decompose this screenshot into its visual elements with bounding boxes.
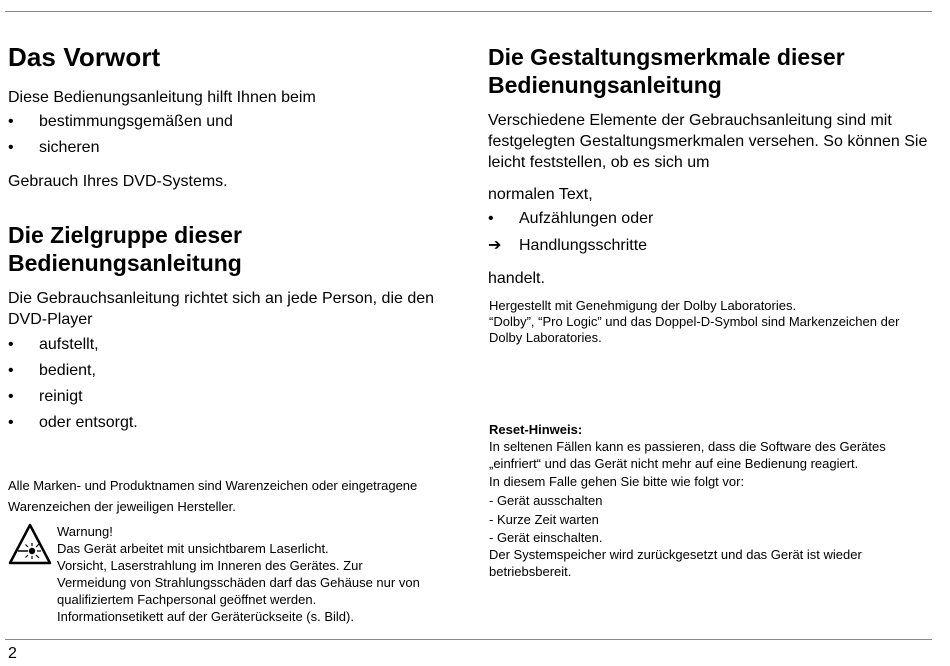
vorwort-end: Gebrauch Ihres DVD-Systems. — [8, 173, 228, 190]
bullet-icon: • — [8, 388, 14, 405]
bottom-rule — [5, 639, 932, 640]
list-item: • reinigt — [8, 384, 138, 410]
dolby-line: Hergestellt mit Genehmigung der Dolby Laboratories. — [489, 298, 797, 313]
bullet-icon: • — [488, 210, 494, 227]
reset-line: - Gerät ausschalten — [489, 493, 603, 508]
vorwort-bullet-list — [8, 109, 233, 161]
reset-line: In diesem Falle gehen Sie bitte wie folgt vor: — [489, 474, 745, 489]
laser-warning-icon — [8, 523, 52, 565]
gestaltung-intro: Verschiedene Elemente der Gebrauchsanleitung sind mit festgelegten Gestaltungsmerkmalen versehen. So können Sie leicht feststellen, ob es sich um — [488, 112, 928, 171]
warning-text — [57, 523, 457, 625]
reset-line: - Kurze Zeit warten — [489, 512, 599, 527]
list-item: • bestimmungsgemäßen und — [8, 109, 233, 135]
list-item: • aufstellt, — [8, 332, 138, 358]
reset-title: Reset-Hinweis: — [489, 422, 583, 437]
normal-text-example: normalen Text, — [488, 186, 593, 203]
bullet-icon: • — [8, 139, 14, 156]
dolby-note — [489, 298, 929, 346]
warning-line: Vorsicht, Laserstrahlung im Inneren des Gerätes. Zur — [57, 558, 363, 573]
zielgruppe-bullet-list — [8, 332, 138, 436]
reset-line: - Gerät einschalten. — [489, 530, 603, 545]
heading-vorwort: Das Vorwort — [8, 42, 161, 72]
heading-zielgruppe: Die Zielgruppe dieser Bedienungsanleitung — [8, 222, 242, 276]
list-item: • oder entsorgt. — [8, 410, 138, 436]
reset-note — [489, 421, 929, 580]
marken-note: Alle Marken- und Produktnamen sind Warenzeichen oder eingetragene Warenzeichen der jeweiligen Hersteller. — [8, 478, 418, 514]
reset-line: In seltenen Fällen kann es passieren, dass die Software des Gerätes „einfriert“ und das Gerät nicht mehr auf eine Bedienung reagiert. — [489, 439, 886, 471]
page-number: 2 — [8, 645, 17, 662]
list-item: • Aufzählungen oder — [488, 206, 653, 232]
dolby-line: “Dolby”, “Pro Logic” und das Doppel-D-Symbol sind Markenzeichen der Dolby Laboratories. — [489, 314, 900, 345]
zielgruppe-intro: Die Gebrauchsanleitung richtet sich an jede Person, die den DVD-Player — [8, 290, 435, 328]
list-item: ➔ Handlungsschritte — [488, 233, 653, 259]
format-example-list — [488, 206, 653, 259]
bullet-icon: • — [8, 414, 14, 431]
list-item: • bedient, — [8, 358, 138, 384]
heading-gestaltung: Die Gestaltungsmerkmale dieser Bedienungsanleitung — [488, 44, 845, 98]
warning-line: qualifiziertem Fachpersonal geöffnet werden. — [57, 592, 317, 607]
warning-title: Warnung! — [57, 524, 113, 539]
arrow-right-icon: ➔ — [488, 237, 502, 254]
vorwort-intro: Diese Bedienungsanleitung hilft Ihnen beim — [8, 89, 316, 106]
warning-line: Informationsetikett auf der Geräterückseite (s. Bild). — [57, 609, 354, 624]
bullet-icon: • — [8, 362, 14, 379]
warning-line: Vermeidung von Strahlungsschäden darf das Gehäuse nur von — [57, 575, 420, 590]
warning-line: Das Gerät arbeitet mit unsichtbarem Laserlicht. — [57, 541, 329, 556]
bullet-icon: • — [8, 113, 14, 130]
top-rule — [5, 11, 932, 12]
reset-line: Der Systemspeicher wird zurückgesetzt und das Gerät ist wieder betriebsbereit. — [489, 547, 862, 579]
list-item: • sicheren — [8, 135, 233, 161]
handelt-text: handelt. — [488, 270, 545, 287]
bullet-icon: • — [8, 336, 14, 353]
